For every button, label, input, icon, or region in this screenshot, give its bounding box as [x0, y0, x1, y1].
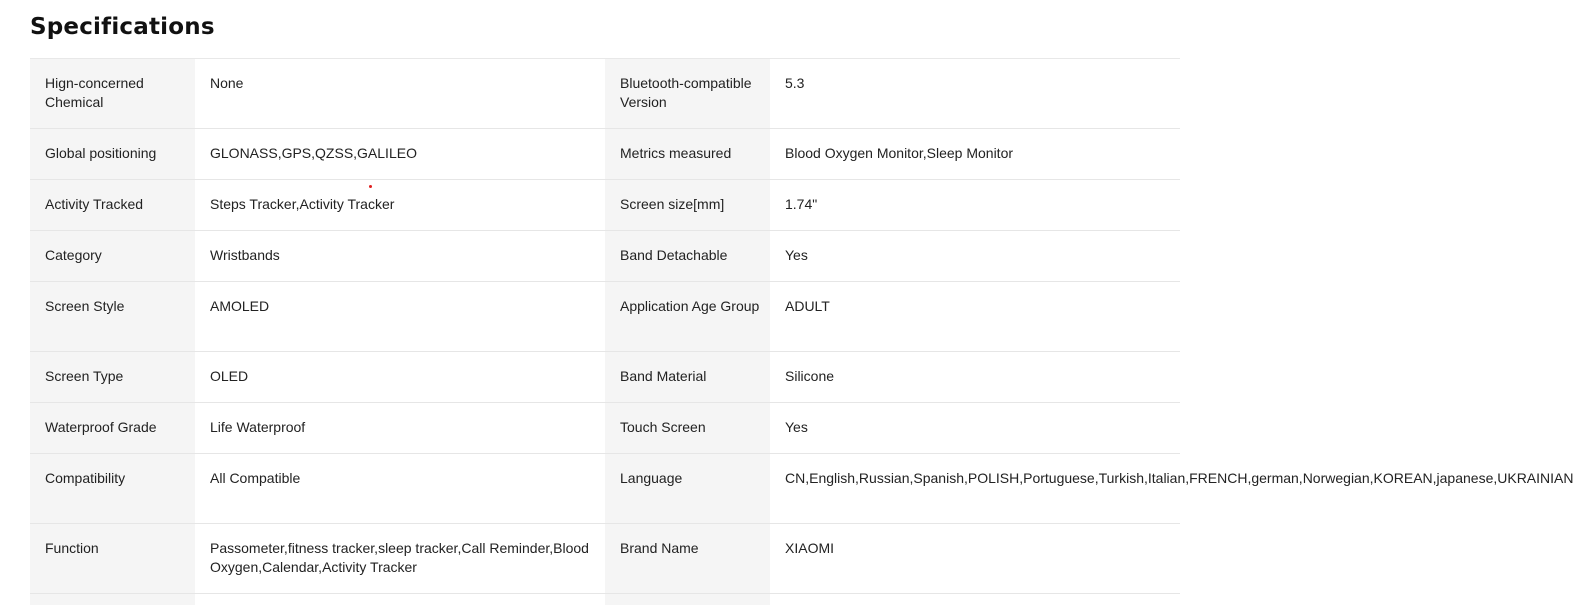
spec-value-cell	[195, 594, 605, 605]
spec-label: Bluetooth-compatible Version	[605, 59, 770, 129]
spec-label: Brand Name	[605, 524, 770, 594]
spec-value: CN,English,Russian,Spanish,POLISH,Portuguese,Turkish,Italian,FRENCH,german,Norwegian,KOREAN,japanese,UKRAINIAN	[770, 454, 1180, 524]
spec-label: Hign-concerned Chemical	[30, 59, 195, 129]
spec-value: Yes	[770, 403, 1180, 454]
spec-label-cell	[605, 594, 770, 605]
spec-value: Blood Oxygen Monitor,Sleep Monitor	[770, 129, 1180, 180]
spec-label: Screen Type	[30, 352, 195, 403]
page-title: Specifications	[30, 14, 215, 40]
spec-value: AMOLED	[195, 282, 605, 352]
spec-label: Band Material	[605, 352, 770, 403]
spec-value: Passometer,fitness tracker,sleep tracker,Call Reminder,Blood Oxygen,Calendar,Activity Tracker	[195, 524, 605, 594]
spec-value: Wristbands	[195, 231, 605, 282]
table-row	[30, 59, 1180, 129]
spec-label-cell	[30, 594, 195, 605]
spec-label: Band Detachable	[605, 231, 770, 282]
spec-label: Category	[30, 231, 195, 282]
spec-value: 1.74"	[770, 180, 1180, 231]
spec-label: Screen Style	[30, 282, 195, 352]
table-row	[30, 282, 1180, 352]
spec-label: Application Age Group	[605, 282, 770, 352]
spec-value: GLONASS,GPS,QZSS,GALILEO	[195, 129, 605, 180]
spec-label: Function	[30, 524, 195, 594]
spec-value: ADULT	[770, 282, 1180, 352]
spec-value: Life Waterproof	[195, 403, 605, 454]
spec-value: XIAOMI	[770, 524, 1180, 594]
spec-label: Language	[605, 454, 770, 524]
spec-value: 5.3	[770, 59, 1180, 129]
spec-value: Yes	[770, 231, 1180, 282]
table-row	[30, 403, 1180, 454]
table-row-partial	[30, 594, 1180, 605]
spec-value: None	[195, 59, 605, 129]
red-dot-marker	[369, 185, 372, 188]
table-row	[30, 231, 1180, 282]
spec-value: OLED	[195, 352, 605, 403]
spec-value-cell	[770, 594, 1180, 605]
specifications-table	[30, 58, 1180, 605]
table-row	[30, 180, 1180, 231]
spec-label: Touch Screen	[605, 403, 770, 454]
spec-label: Compatibility	[30, 454, 195, 524]
spec-value: Silicone	[770, 352, 1180, 403]
spec-label: Screen size[mm]	[605, 180, 770, 231]
spec-value: Steps Tracker,Activity Tracker	[195, 180, 605, 231]
spec-label: Waterproof Grade	[30, 403, 195, 454]
spec-value: All Compatible	[195, 454, 605, 524]
table-row	[30, 454, 1180, 524]
spec-label: Metrics measured	[605, 129, 770, 180]
table-row	[30, 129, 1180, 180]
spec-label: Global positioning	[30, 129, 195, 180]
table-row	[30, 352, 1180, 403]
spec-label: Activity Tracked	[30, 180, 195, 231]
table-row	[30, 524, 1180, 594]
